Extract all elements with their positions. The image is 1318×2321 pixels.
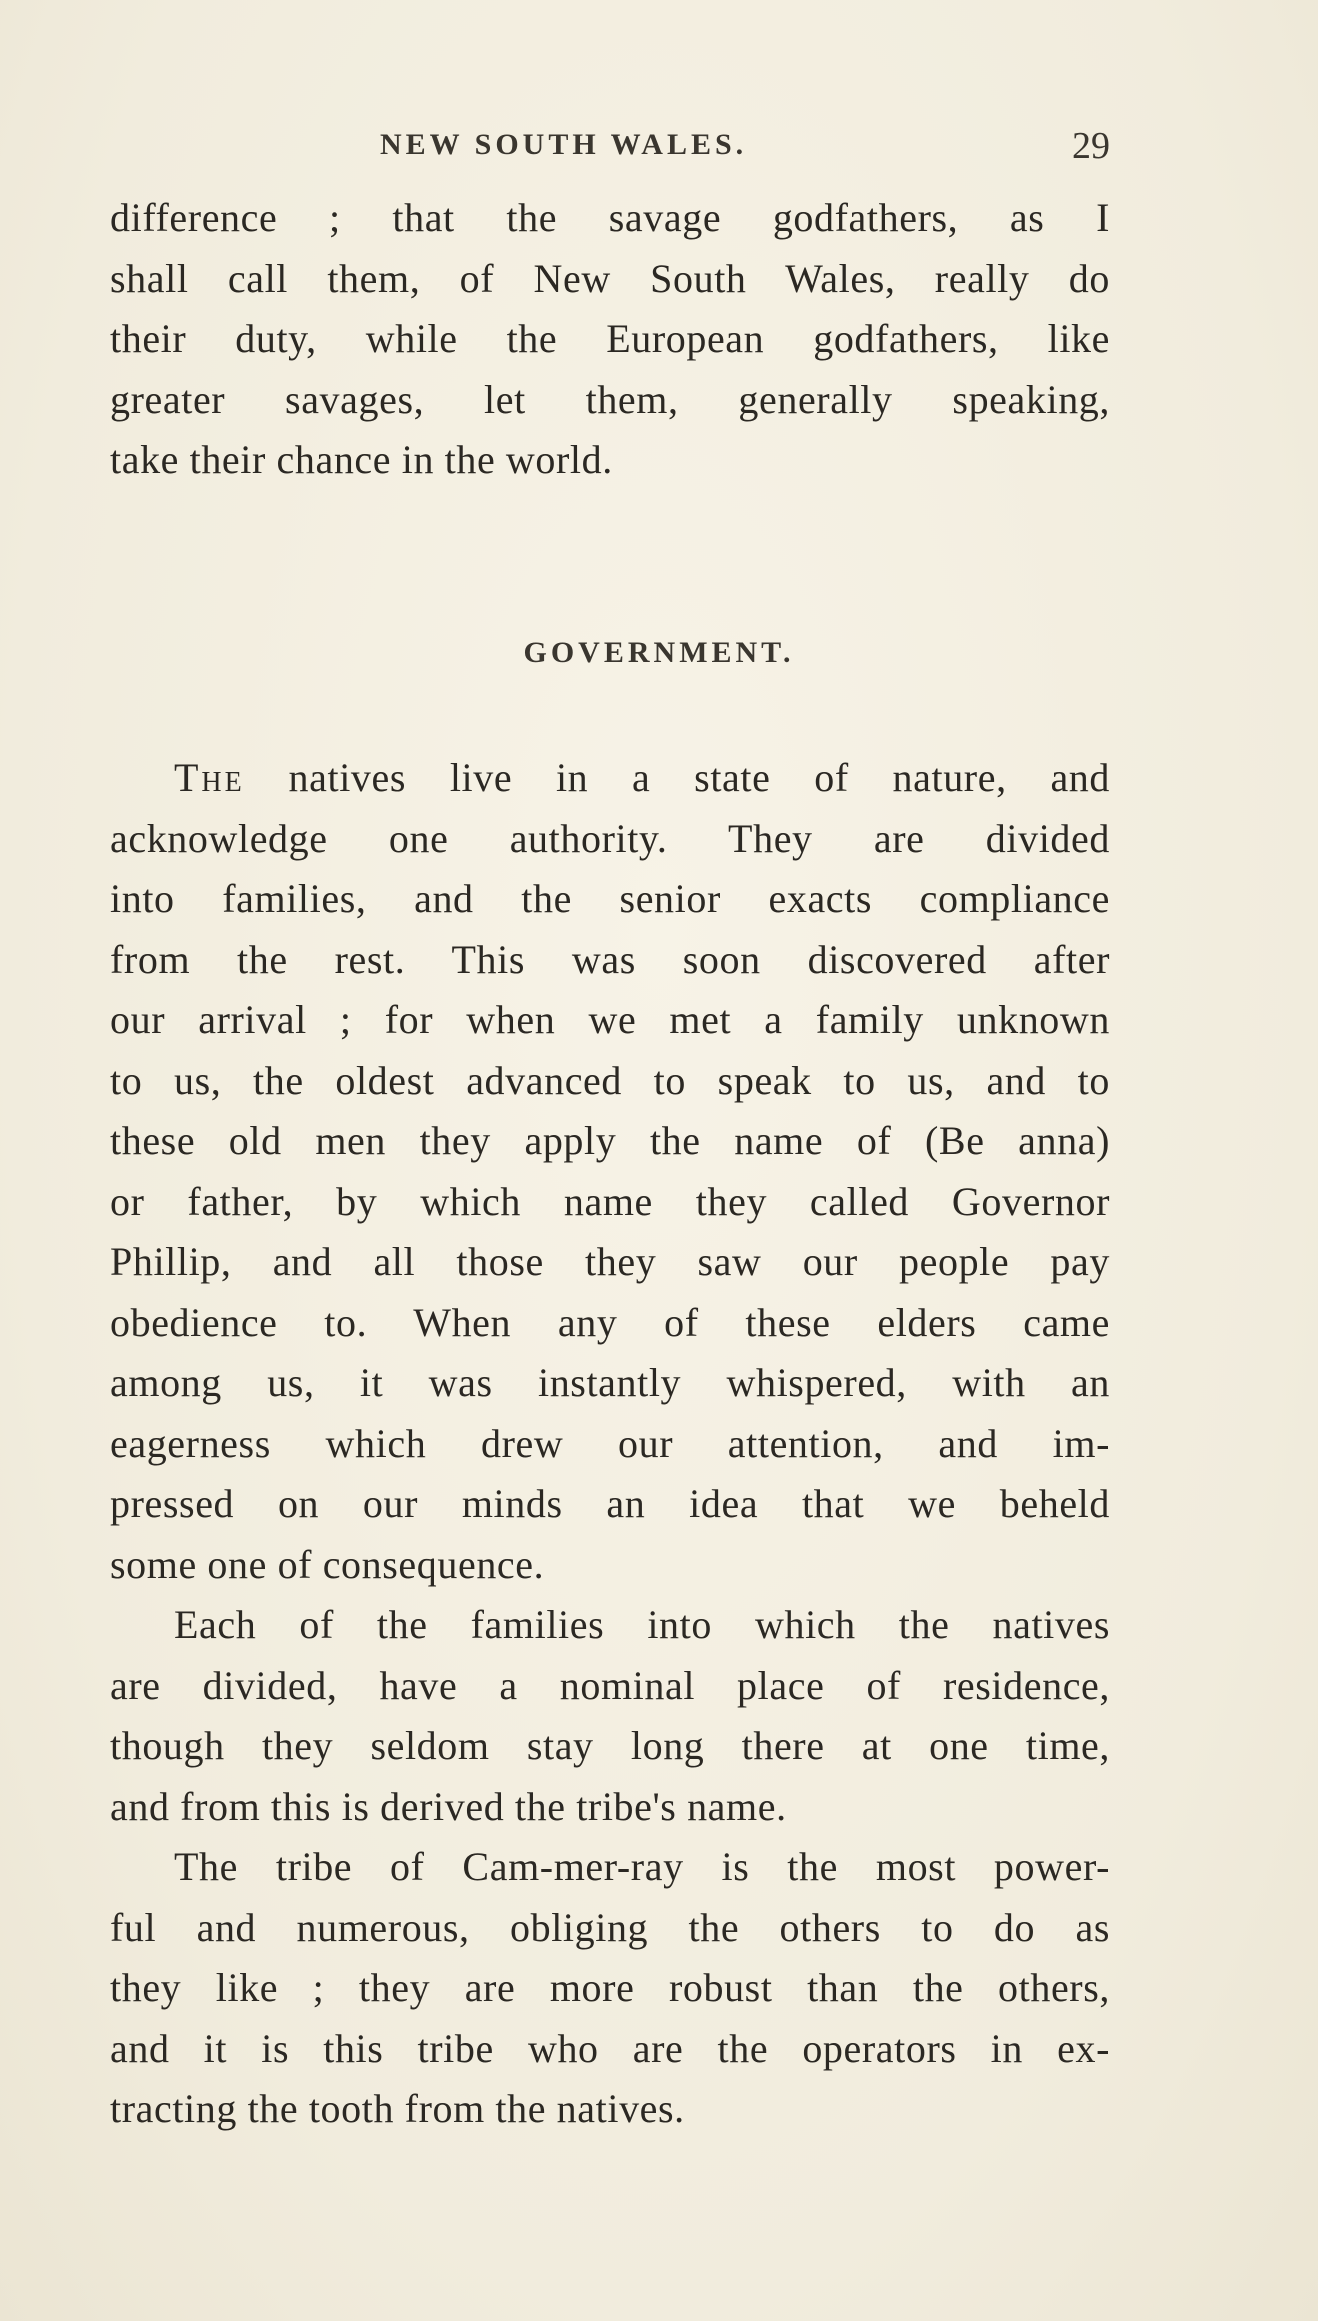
text-line: these old men they apply the name of (Be anna) [110, 1118, 1110, 1163]
text-line-rest: natives live in a state of nature, and [288, 755, 1111, 800]
text-line: to us, the oldest advanced to speak to us, and to [110, 1057, 1110, 1103]
running-head [110, 125, 1110, 178]
text-line: are divided, have a nominal place of residence, [110, 1662, 1110, 1708]
text-line: though they seldom stay long there at one time, [110, 1723, 1110, 1768]
opening-word: The [174, 755, 245, 800]
text-line: greater savages, let them, generally speaking, [110, 376, 1110, 422]
text-line [110, 748, 1110, 809]
text-line: eagerness which drew our attention, and im- [110, 1420, 1110, 1466]
text-line: take their chance in the world. [110, 437, 613, 482]
paragraph-1 [110, 188, 1110, 491]
text-line: or father, by which name they called Governor [110, 1178, 1110, 1224]
text-line: from the rest. This was soon discovered after [110, 936, 1110, 982]
text-line: Each of the families into which the natives [174, 1602, 1110, 1647]
text-line: and from this is derived the tribe's name. [110, 1783, 787, 1829]
paragraph-3 [110, 1595, 1110, 1837]
text-line: The tribe of Cam-mer-ray is the most power- [174, 1844, 1110, 1889]
text-line: ful and numerous, obliging the others to do as [110, 1904, 1110, 1950]
text-line: tracting the tooth from the natives. [110, 2086, 685, 2131]
text-line: some one of consequence. [110, 1541, 545, 1587]
page-number: 29 [1072, 125, 1110, 167]
text-line: obedience to. When any of these elders came [110, 1299, 1110, 1345]
text-line: and it is this tribe who are the operators in ex- [110, 2025, 1110, 2071]
text-line: pressed on our minds an idea that we beheld [110, 1481, 1110, 1526]
text-line: their duty, while the European godfathers, like [110, 316, 1110, 361]
text-line: they like ; they are more robust than the others, [110, 1965, 1110, 2010]
text-line: into families, and the senior exacts compliance [110, 876, 1110, 921]
text-line: our arrival ; for when we met a family unknown [110, 997, 1110, 1042]
body-text [110, 748, 1110, 2140]
paragraph-2 [110, 748, 1110, 1595]
text-line: acknowledge one authority. They are divided [110, 815, 1110, 861]
text-line: Phillip, and all those they saw our people pay [110, 1239, 1110, 1284]
text-line: difference ; that the savage godfathers, as I [110, 195, 1110, 240]
paragraph-4 [110, 1837, 1110, 2140]
text-line: among us, it was instantly whispered, with an [110, 1360, 1110, 1405]
running-title: NEW SOUTH WALES. [380, 128, 748, 161]
text-line: shall call them, of New South Wales, really do [110, 255, 1110, 301]
section-heading: GOVERNMENT. [523, 636, 795, 669]
